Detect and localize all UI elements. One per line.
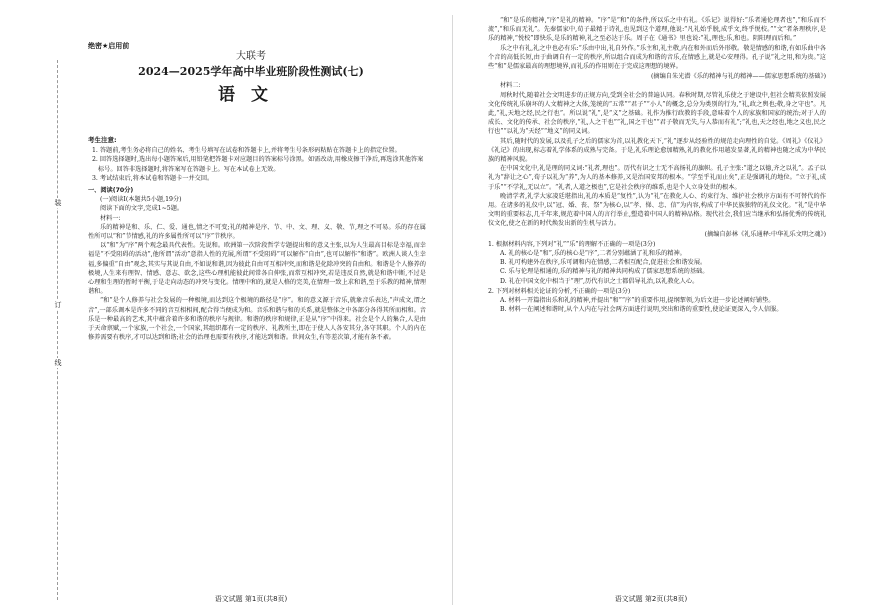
note-item: 2. 回答选择题时,选出每小题答案后,用铅笔把答题卡对应题目的答案标号涂黑。如需改动,用橡皮擦干净后,再选涂其他答案标号。回答非选择题时,将答案写在答题卡上。写在本试卷上无效。 [92, 156, 424, 173]
binding-char: 装 [54, 199, 62, 207]
question-1-option: B. 礼可构建外在秩序,乐可调和内在情感,二者相互配合,促进社会和谐发展。 [500, 259, 707, 267]
material-label: 材料一: [100, 214, 121, 222]
paragraph: “和”是个人修养与社会发展的一种极境,而达到这个极境的路径是“序”。和的意义源于音乐,就象音乐表达,“声成文,谓之音”,一部乐调本是许多不同的音互相相间,配合得当便成为和。音乐和谐与和的关系,就是整体之中各部分各得其所而相和。音乐是一种最高的艺术,其中蕴含着许多和谐的秩序与规律。和谐的秩序和规律,正是从“序”中得来。社会是个人的集合,人是由于天命禀赋,一个家族,一个社会,一个国家,其组织都有一定的秩序、礼教所主,即在于使人人各安其分,各守其职。个人的内在修养需要有秩序,才可以达到和谐;社会的治理也需要有秩序,才能达到和谐。世间众生,有等差次第,才能有条不紊。 [88, 297, 426, 342]
paragraph: 以“和”为“序”两个观念最具代表性。先说和。欧洲第一次阶段哲学专题提出和的意义主张,以为人生最高目标是幸福,而幸福是“不受阻碍的活动”,他所谓“活动”意指人性的充展,所谓“不受阻碍”可以解作“自由”,也可以解作“和谐”。欧洲人谈人生幸福,多偏重“自由”观念,其实与其说自由,不如说和谐,因为彼此自由可互相冲突,而和谐是化除冲突的自由和。和谐是个人修养的极境,人生来有理智、情感、意志、欲念,这些心理机能彼此间常各自伸张,而常互相冲突,若是违反自然,就是和谐中断,不过是心理和生理的暂时平衡,于是走向动态的冲突与变化。情理中和的,就是人格的完美,在情理一致上求和谐,至于乐教的精神,情理谐和。 [88, 242, 426, 296]
paragraph: 周秋时代,随着社会文明进步的正规方向,受到全社会的普遍认同。春秋时期,尽管礼乐使之于建设中,但社会精英依照发展文化传统礼乐崩坏的人文精神之大体,笼统的“五常”“君子”“小人”的概念,总分为类别的行为,“礼,政之舆也;敬,身之守也”。凡此,“礼,天地之经,民之行也”。所以说“礼”,是“义”之基础。礼作为推行政教的手段,意味着个人的家族和国家的统治;对于人的成长、文化的传承、社会的秩序,“礼,人之干也”“礼,国之干也”“君子敬而无失,与人恭而有礼”;“礼也,天之经也,地之义也,民之行也”“以礼为“天经”“地义”的同义词。 [488, 91, 826, 136]
question-1: 1. 根据材料内容,下列对“礼”“乐”的理解不正确的一项是(3分) [488, 240, 656, 248]
page-divider [452, 15, 453, 605]
section-title: 一、阅读(70分) [88, 187, 134, 195]
source-citation: (摘编自朱光潜《乐的精神与礼的精神——儒家思想系统的基础》) [651, 73, 826, 81]
paragraph: 其后,随时代的发展,以及孔子之后的儒家为首,以礼教化天下,“礼”逐步从经验性的规范走向理性的自觉。《周礼》《仪礼》《礼记》的出现,标志着礼学体系的成熟与完备。于是,礼乐理论愈加精熟,礼的教化作用越发显著,礼的精神也随之成为中华民族的精神风貌。 [488, 137, 826, 164]
paragraph: “和”是乐的精神,“序”是礼的精神。“序”是“和”的条件,所以乐之中有礼。《乐记》说得好:“乐者通伦理者也”,“和乐而不流”,“和乐而无礼”。先秦儒家中,荀子最精于诗礼,也见到这个道理,他说:“凡礼始乎脱,成乎文,终乎悦校。”“文”者条理秩序,是乐的精神,“悦校”即快乐,是乐的精神,礼之至必达于乐。周子在《通书》里也说:“礼,理也;乐,和也。阴阳理而后和。” [488, 17, 826, 43]
page-footer: 语文试题 第2页(共8页) [614, 595, 688, 603]
question-2: 2. 下列对材料相关论证的分析,不正确的一项是(3分) [488, 287, 631, 295]
paragraph: 乐之中有礼,礼之中也必有乐:“乐由中出,礼自外作。”乐主和,礼主敬,内在和外而后外形敬。敬是情感的和谐,有如乐曲中各个音的高低长短,由于曲调自有一定的秩序,所以组合而成为和谐的音乐,在情感上,就是心安理得。孔子说“礼之用,和为贵。”这些“和”是儒家最高的理想境界,而礼乐的作用则在于完成这理想的境界。 [488, 44, 826, 71]
title-area [70, 50, 432, 105]
question-2-option: B. 材料一在阐述和谐时,从个人内在与社会两方面进行说明,突出和谐的重要性,使论证更深入,令人信服。 [500, 306, 783, 314]
binding-margin [50, 0, 66, 615]
note-item: 3. 考试结束后,将本试卷和答题卡一并交回。 [92, 174, 214, 182]
material-label: 材料二: [500, 82, 521, 90]
paragraph: 晚清学者,礼学大家凌廷堪指出,礼的本质是“复性”,认为“礼”在教化人心、约束行为、维护社会秩序方面有不可替代的作用。在诸多的礼仪中,以“冠、婚、丧、祭”为核心,以“孝、悌、忠、信”为内容,构成了中华民族独特的礼仪文化。“礼”是中华文明的重要标志,几千年来,规范着中国人的言行举止,塑造着中国人的精神品格。现代社会,我们应当继承和弘扬优秀的传统礼仪文化,使之在新的时代焕发出新的生机与活力。 [488, 192, 826, 228]
notes-title: 考生注意: [88, 136, 117, 144]
page-footer: 语文试题 第1页(共8页) [214, 595, 288, 603]
instruction: 阅读下面的文字,完成1~5题。 [100, 205, 184, 213]
binding-char: 线 [54, 359, 62, 367]
notes-list [88, 146, 426, 183]
organizer: 大联考 [236, 51, 266, 62]
binding-dashed-line [57, 60, 58, 600]
question-1-option: A. 礼的核心是“和”,乐的核心是“序”,二者分别蕴涵了礼和乐的精神。 [500, 250, 686, 258]
subsection-title: (一)阅读Ⅰ(本题共5小题,19分) [100, 196, 182, 204]
page2-body [488, 16, 826, 315]
binding-char: 订 [54, 301, 62, 309]
page-2 [470, 0, 832, 615]
question-1-option: C. 乐与伦理是相通的,乐的精神与礼的精神共同构成了儒家思想系统的基础。 [500, 268, 709, 276]
page1-body [88, 136, 426, 342]
secret-label: 绝密★启用前 [88, 42, 130, 50]
page-1 [70, 0, 432, 615]
note-item: 1. 答题前,考生务必将自己的姓名、考生号填写在试卷和答题卡上,并将考生号条形码粘贴在答题卡上的指定位置。 [92, 147, 401, 155]
exam-title: 2024—2025学年高中毕业班阶段性测试(七) [138, 65, 364, 78]
subject-title: 语文 [218, 85, 284, 105]
paragraph: 乐的精神是和、乐、仁、爱、通也,情之不可变;礼的精神是序、节、中、文、理、义、敬、节,理之不可易。乐的存在属性所可以“和”节情感,礼的许多属性所可以“序”节秩序。 [88, 223, 426, 241]
paragraph: 在中国文化中,礼是理的同义词:“礼者,理也”。历代有识之士无不高扬礼的旗帜。孔子主张:“道之以德,齐之以礼”。孟子以礼为“辞让之心”,荀子以礼为“养”,为人的基本修养,又是治国安邦的根本。“学至乎礼而止矣”,正是强调礼的地位。“立于礼,成于乐”“不学礼,无以立”。“礼者,人道之极也”,它是社会秩序的维系,也是个人立身处世的根本。 [488, 165, 826, 191]
question-1-option: D. 礼在中国文化中相当于“理”,历代有识之士都倡导礼治,以礼教化人心。 [500, 277, 699, 285]
question-2-option: A. 材料一开篇指出乐和礼的精神,并提出“和”“序”的重要作用,提纲挈领,为后文进一步论述阐好铺垫。 [500, 297, 775, 305]
source-citation: (摘编自彭林《礼乐通释:中华礼乐文明之魂》) [704, 230, 826, 238]
